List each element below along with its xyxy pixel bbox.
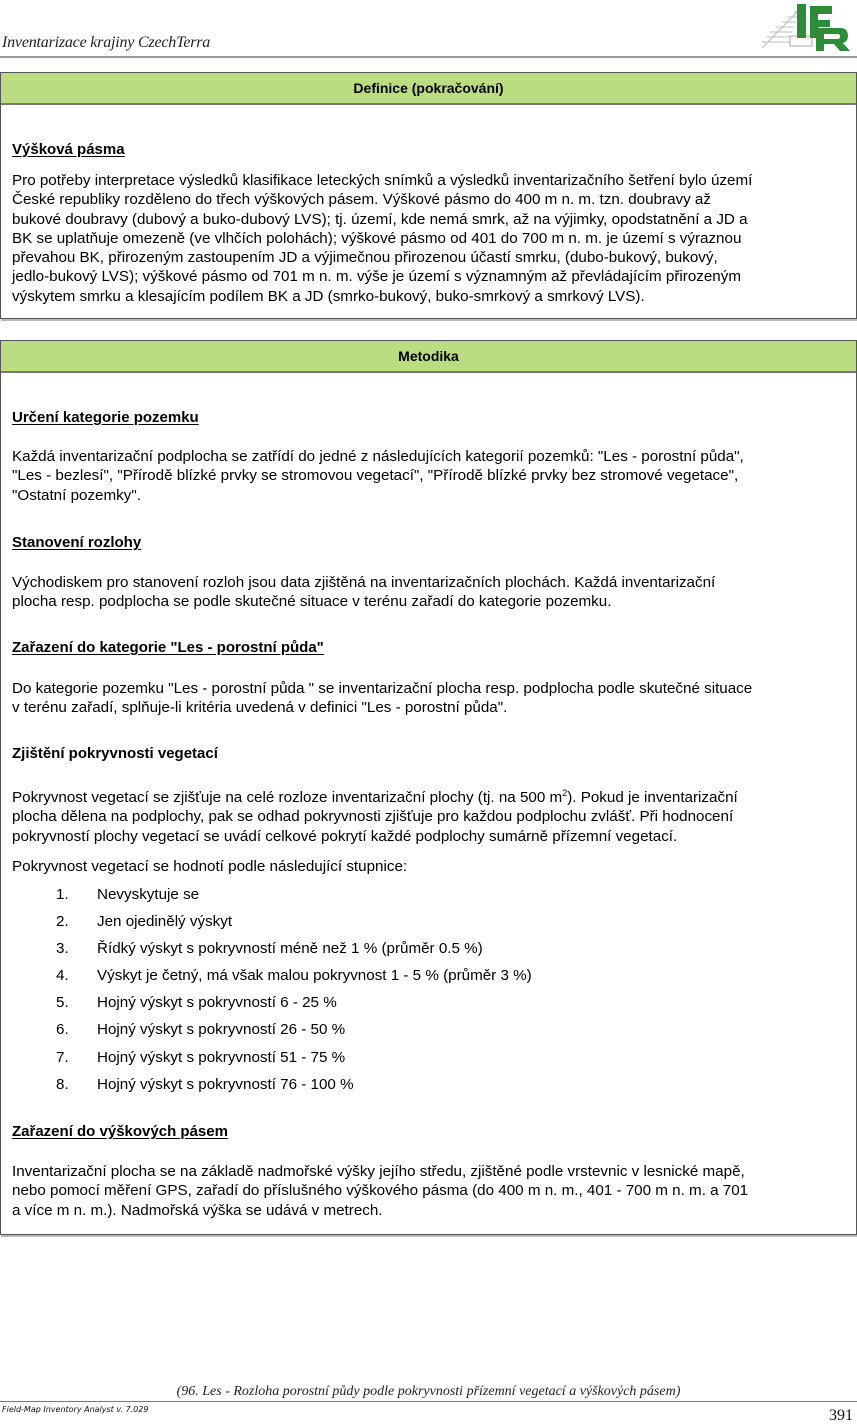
methodology-box [0,340,857,1235]
methodology-heading: Metodika [1,341,856,373]
elevation-assignment-paragraph: Inventarizační plocha se na základě nadmořské výšky jejího středu, zjištěné podle vrstevnic v lesnické mapě, nebo pomocí měření GPS, zařadí do příslušného výškového pásma (do 400 m n. m., 401 - 700 m n. m. a 701 a více m n. m.). Nadmořská výška se udává v metrech. [12,1163,749,1219]
section-title-land-category: Určení kategorie pozemku [12,409,199,426]
list-item: 1. Nevyskytuje se [56,886,200,903]
scale-intro: Pokryvnost vegetací se hodnotí podle následující stupnice: [12,858,408,875]
section-title-area-determination: Stanovení rozlohy [12,534,142,551]
list-item: 7. Hojný výskyt s pokryvností 51 - 75 % [56,1048,346,1066]
section-title-elevation-assignment: Zařazení do výškových pásem [12,1123,228,1140]
ifer-logo-icon [760,2,854,52]
app-version: Field-Map Inventory Analyst v. 7.029 [2,1405,149,1414]
document-title: Inventarizace krajiny CzechTerra [2,34,211,51]
definitions-heading: Definice (pokračování) [1,73,856,105]
section-title-vegetation-cover: Zjištění pokryvnosti vegetací [12,745,218,762]
cover-scale-list [56,885,532,1102]
area-determination-paragraph: Východiskem pro stanovení rozloh jsou data zjištěná na inventarizačních plochách. Každá inventarizační plocha resp. podplocha se podle skutečné situace v terénu zařadí do kategorie pozemku. [12,574,716,611]
header-divider [0,56,857,58]
list-item: 8. Hojný výskyt s pokryvností 76 - 100 % [56,1075,354,1093]
footer-divider [0,1401,857,1402]
list-item: 4. Výskyt je četný, má však malou pokryvnost 1 - 5 % (průměr 3 %) [56,967,532,985]
forest-category-paragraph: Do kategorie pozemku "Les - porostní půda " se inventarizační plocha resp. podplocha podle skutečné situace v terénu zařadí, splňuje-li kritéria uvedená v definici "Les - porostní půda". [12,680,753,717]
report-caption: (96. Les - Rozloha porostní půdy podle pokryvnosti přízemní vegetací a výškových pásem) [176,1384,681,1399]
list-item: 6. Hojný výskyt s pokryvností 26 - 50 % [56,1021,346,1039]
section-title-forest-category: Zařazení do kategorie "Les - porostní půda" [12,639,324,656]
page-header [0,0,857,58]
page-number: 391 [829,1407,853,1424]
land-category-paragraph: Každá inventarizační podplocha se zatřídí do jedné z následujících kategorií pozemků: "Les - porostní půda", "Les - bezlesí", "Přírodě blízké prvky se stromovou vegetací", "Přírodě blízké prvky bez stromové vegetace", "Ostatní pozemky". [12,448,744,504]
list-item: 2. Jen ojedinělý výskyt [56,913,233,931]
vegetation-cover-paragraph: Pokryvnost vegetací se zjišťuje na celé rozloze inventarizační plochy (tj. na 500 $m^2$). Pokud je inventarizační plocha dělena na podplochy, pak se odhad pokryvnosti zjišťuje pro každou podplochu zvlášť. Při hodnocení pokryvností plochy vegetací se uvádí celkové pokrytí každé podplochy sumárně přízemní vegetací. [12,788,738,845]
definitions-box [0,72,857,319]
list-item: 5. Hojný výskyt s pokryvností 6 - 25 % [56,994,337,1012]
list-item: 3. Řídký výskyt s pokryvností méně než 1 % (průměr 0.5 %) [56,940,483,958]
elevation-zones-paragraph: Pro potřeby interpretace výsledků klasifikace leteckých snímků a výsledků inventarizačního šetření bylo území České republiky rozděleno do třech výškových pásem. Výškové pásmo do 400 m n. m. tzn. doubravy až bukové doubravy (dubový a buko-dubový LVS); tj. území, kde nemá smrk, až na výjimky, opodstatnění a JD a BK se uplatňuje omezeně (ve vlhčích polohách); výškové pásmo od 401 do 700 m n. m. je území s výraznou převahou BK, přirozeným zastoupením JD a výjimečnou přirozenou účastí smrku, (dubo-bukový, bukový, jedlo-bukový LVS); výškové pásmo od 701 m n. m. výše je území s významným až převládajícím přirozeným výskytem smrku a klesajícím podílem BK a JD (smrko-bukový, buko-smrkový a smrkový LVS). [12,172,753,305]
section-title-elevation-zones: Výšková pásma [12,141,125,158]
